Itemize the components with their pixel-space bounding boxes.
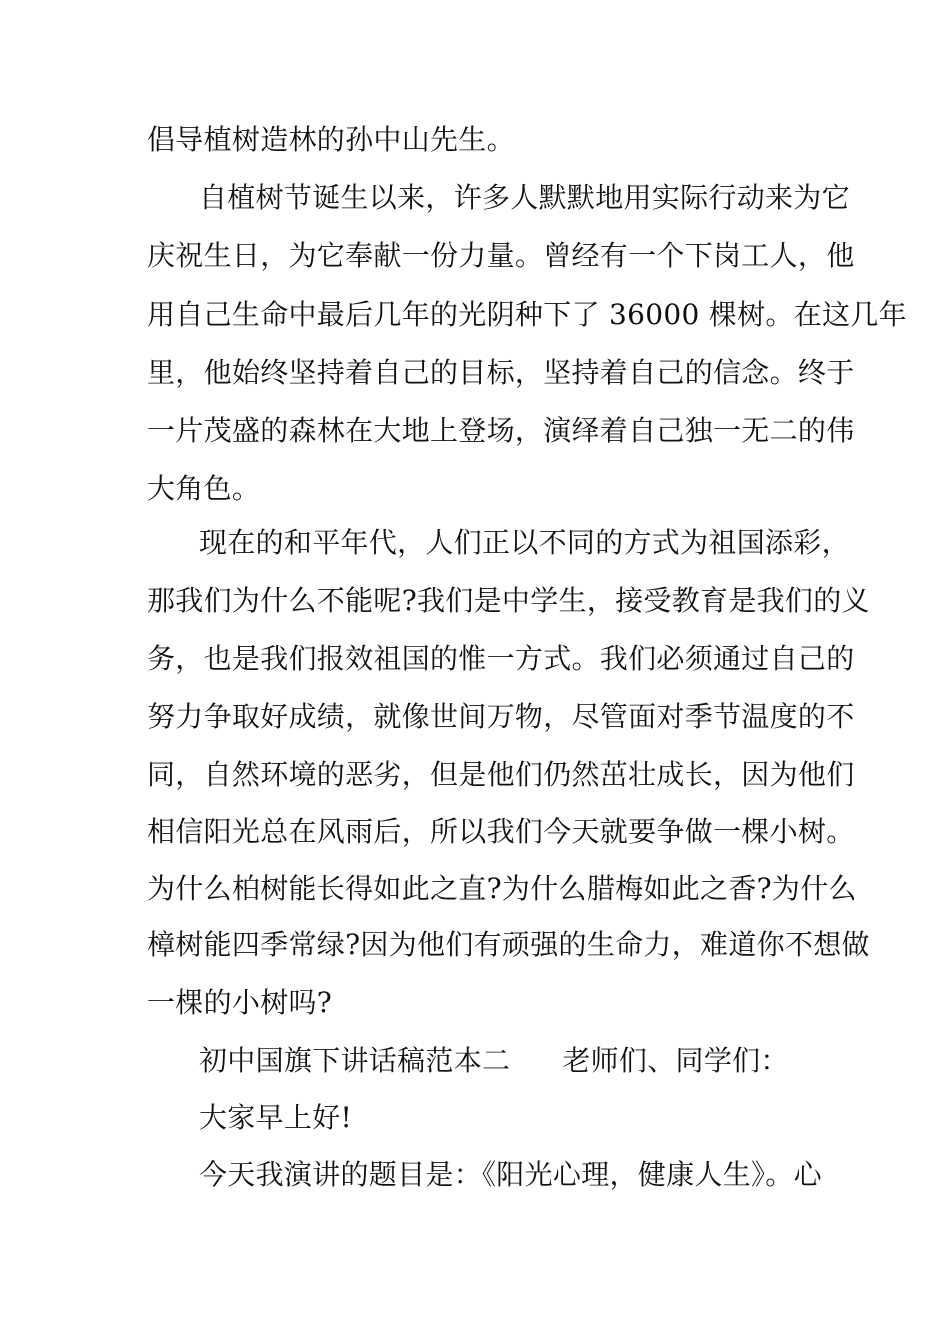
greeting-line: 大家早上好! (199, 1101, 353, 1134)
text-line: 里，他始终坚持着自己的目标，坚持着自己的信念。终于 (147, 356, 855, 389)
text-line: 努力争取好成绩，就像世间万物，尽管面对季节温度的不 (147, 700, 855, 733)
text-line: 倡导植树造林的孙中山先生。 (147, 123, 515, 156)
text-line: 务，也是我们报效祖国的惟一方式。我们必须通过自己的 (147, 642, 855, 675)
paragraph-first-line: 现在的和平年代，人们正以不同的方式为祖国添彩， (199, 526, 850, 559)
text-line: 大角色。 (147, 472, 261, 505)
speech-heading-line (199, 1043, 879, 1079)
text-line: 用自己生命中最后几年的光阴种下了 36000 棵树。在这几年 (147, 298, 907, 331)
text-line: 樟树能四季常绿?因为他们有顽强的生命力，难道你不想做 (147, 928, 870, 961)
speech-title: 初中国旗下讲话稿范本二 (199, 1044, 511, 1077)
text-line: 一片茂盛的森林在大地上登场，演绎着自己独一无二的伟 (147, 414, 855, 447)
paragraph-first-line: 自植树节诞生以来，许多人默默地用实际行动来为它 (199, 181, 850, 214)
text-line: 那我们为什么不能呢?我们是中学生，接受教育是我们的义 (147, 584, 870, 617)
text-line: 相信阳光总在风雨后，所以我们今天就要争做一棵小树。 (147, 815, 855, 848)
text-line: 同，自然环境的恶劣，但是他们仍然茁壮成长，因为他们 (147, 758, 855, 791)
text-line: 庆祝生日，为它奉献一份力量。曾经有一个下岗工人，他 (147, 239, 855, 272)
text-line: 为什么柏树能长得如此之直?为什么腊梅如此之香?为什么 (147, 872, 857, 905)
paragraph-first-line: 今天我演讲的题目是：《阳光心理，健康人生》。心 (199, 1158, 822, 1191)
salutation: 老师们、同学们： (562, 1044, 789, 1077)
text-line: 一棵的小树吗? (147, 986, 333, 1019)
